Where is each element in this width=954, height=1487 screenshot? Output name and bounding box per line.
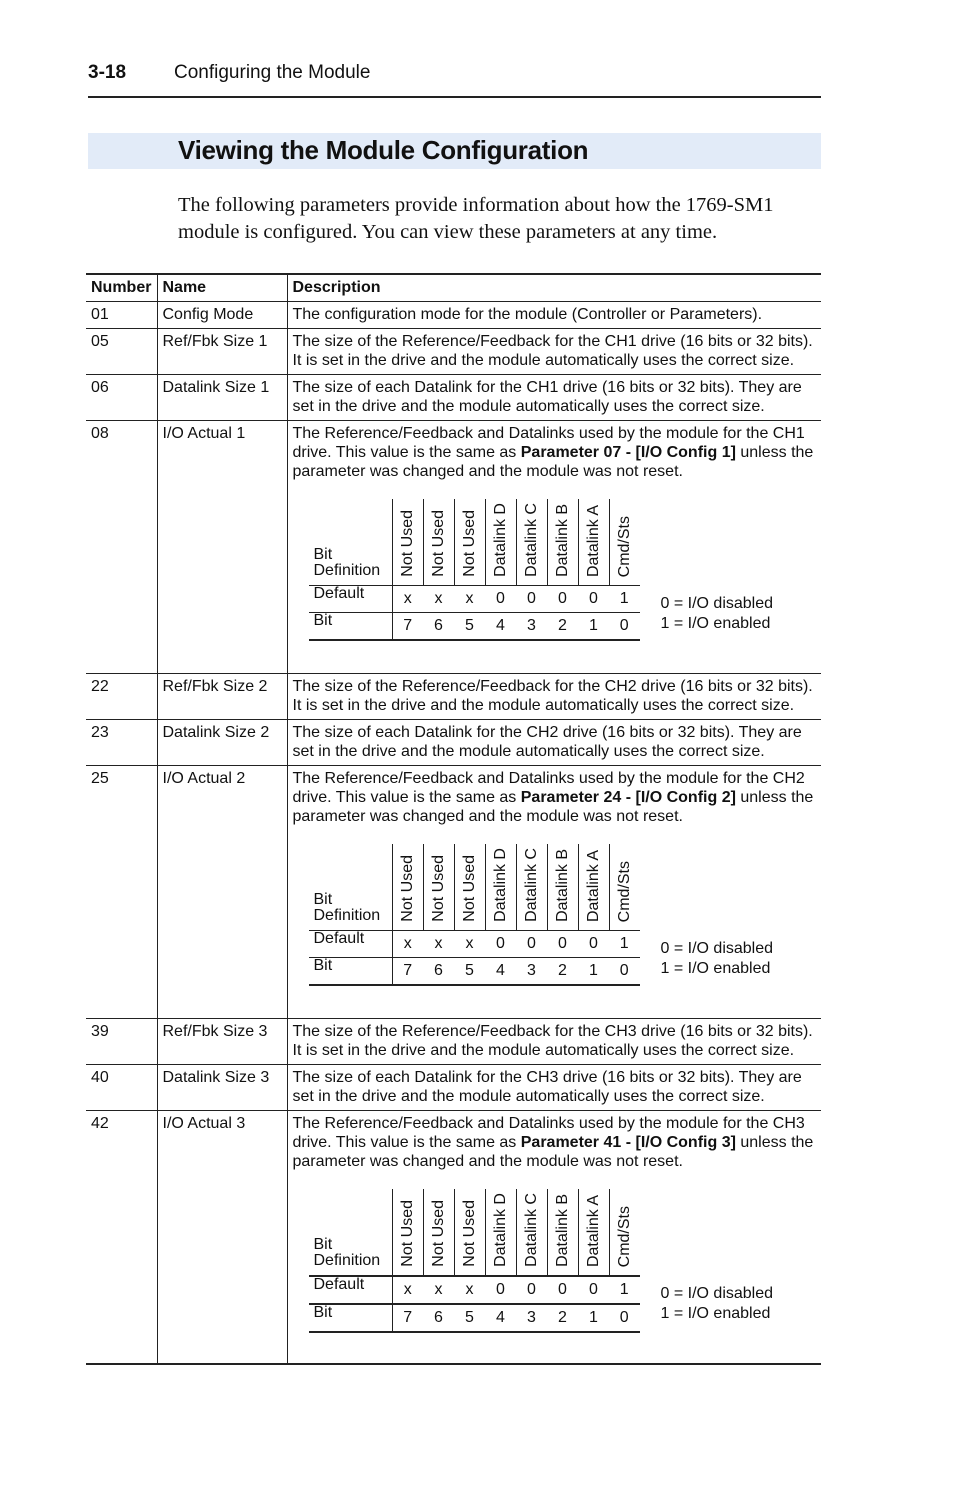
bit-default-value: 0 xyxy=(578,931,609,958)
bit-definition-text: Datalink D xyxy=(491,503,509,577)
bit-definition-text: Datalink C xyxy=(522,1193,540,1267)
bit-definition-text: Datalink B xyxy=(553,849,571,922)
parameter-number: 23 xyxy=(86,720,157,766)
bit-number: 4 xyxy=(485,958,516,986)
parameter-reference: Parameter 41 - [I/O Config 3] xyxy=(520,1134,736,1151)
default-label: Default xyxy=(309,931,393,958)
description-text: The Reference/Feedback and Datalinks used by the module for the CH1 drive. This value is the same as xyxy=(292,425,805,461)
description-text: The configuration mode for the module (Controller or Parameters). xyxy=(292,306,763,323)
bit-definition-label: Bit Definition xyxy=(313,891,381,924)
bit-number: 4 xyxy=(485,1304,516,1332)
bit-definition-text: Datalink D xyxy=(491,1193,509,1267)
parameter-number: 39 xyxy=(86,1019,157,1065)
parameter-name: Ref/Fbk Size 1 xyxy=(157,329,287,375)
description-text: unless the parameter was changed and the module was not reset. xyxy=(292,444,814,480)
bit-number-row xyxy=(309,958,640,986)
bit-definition-cell xyxy=(547,1189,578,1276)
bit-definition-cell xyxy=(454,1189,485,1276)
bit-definition-block xyxy=(293,1189,817,1359)
bit-definition-text: Datalink D xyxy=(491,848,509,922)
bit-label: Bit xyxy=(309,613,393,641)
bit-default-value: x xyxy=(454,1276,485,1304)
bit-definition-cell xyxy=(454,499,485,586)
parameter-number: 01 xyxy=(86,302,157,329)
bit-legend xyxy=(661,594,774,634)
bit-default-value: 0 xyxy=(516,931,547,958)
bit-definition-table xyxy=(309,844,640,986)
bit-number: 3 xyxy=(516,613,547,641)
bit-definition-text: Cmd/Sts xyxy=(615,860,633,922)
bit-number: 3 xyxy=(516,958,547,986)
bit-definition-row xyxy=(309,499,640,586)
legend-disabled: 0 = I/O disabled xyxy=(660,1285,774,1302)
table-row xyxy=(86,674,821,720)
table-row xyxy=(86,1065,821,1111)
parameter-name: I/O Actual 2 xyxy=(157,766,287,1019)
bit-definition-cell xyxy=(578,1189,609,1276)
bit-definition-table xyxy=(309,1189,640,1333)
section-title: Viewing the Module Configuration xyxy=(178,135,589,165)
bit-number-row xyxy=(309,613,640,641)
section-heading-bar xyxy=(88,133,821,169)
legend-enabled: 1 = I/O enabled xyxy=(660,615,771,632)
bit-number: 1 xyxy=(578,1304,609,1332)
bit-definition-text: Datalink A xyxy=(584,1194,602,1267)
bit-definition-label: Bit Definition xyxy=(309,1189,393,1276)
parameter-number: 40 xyxy=(86,1065,157,1111)
default-label: Default xyxy=(309,586,393,613)
parameter-number: 05 xyxy=(86,329,157,375)
bit-default-value: x xyxy=(392,931,423,958)
parameter-number: 08 xyxy=(86,421,157,674)
bit-definition-row xyxy=(309,844,640,931)
bit-number: 7 xyxy=(392,958,423,986)
bit-definition-cell xyxy=(423,844,454,931)
description-text: The Reference/Feedback and Datalinks used by the module for the CH2 drive. This value is the same as xyxy=(292,770,805,806)
bit-default-value: 1 xyxy=(609,1276,640,1304)
bit-default-value: x xyxy=(392,586,423,613)
parameter-name: Datalink Size 3 xyxy=(157,1065,287,1111)
bit-number: 2 xyxy=(547,1304,578,1332)
column-header-number: Number xyxy=(86,274,157,302)
bit-definition-text: Datalink C xyxy=(522,503,540,577)
bit-number: 5 xyxy=(454,613,485,641)
parameter-name: Ref/Fbk Size 3 xyxy=(157,1019,287,1065)
bit-definition-cell xyxy=(392,1189,423,1276)
table-row xyxy=(86,766,821,1019)
bit-number: 6 xyxy=(423,613,454,641)
parameter-number: 42 xyxy=(86,1111,157,1365)
parameter-number: 06 xyxy=(86,375,157,421)
parameter-description xyxy=(287,1019,821,1065)
bit-definition-text: Datalink A xyxy=(584,504,602,577)
legend-disabled: 0 = I/O disabled xyxy=(660,595,774,612)
parameter-table xyxy=(86,273,821,1365)
parameter-description xyxy=(287,329,821,375)
parameter-name: Ref/Fbk Size 2 xyxy=(157,674,287,720)
bit-definition-label: Bit Definition xyxy=(313,546,381,579)
parameter-name: Datalink Size 1 xyxy=(157,375,287,421)
bit-number: 5 xyxy=(454,1304,485,1332)
description-text: The size of each Datalink for the CH1 drive (16 bits or 32 bits). They are set in the drive and the module automatically uses the correct size. xyxy=(292,379,802,415)
bit-default-value: x xyxy=(423,931,454,958)
description-text: The size of each Datalink for the CH3 drive (16 bits or 32 bits). They are set in the drive and the module automatically uses the correct size. xyxy=(292,1069,802,1105)
bit-label: Bit xyxy=(309,958,393,986)
bit-default-row xyxy=(309,931,640,958)
default-label: Default xyxy=(309,1276,393,1304)
description-text: unless the parameter was changed and the module was not reset. xyxy=(292,789,814,825)
intro-paragraph: The following parameters provide information about how the 1769-SM1 module is configured. You can view these parameters at any time. xyxy=(178,194,774,243)
bit-definition-text: Datalink C xyxy=(522,848,540,922)
bit-default-value: x xyxy=(423,1276,454,1304)
bit-number: 6 xyxy=(423,1304,454,1332)
bit-definition-cell xyxy=(578,499,609,586)
bit-definition-text: Datalink A xyxy=(584,849,602,922)
parameter-name: Datalink Size 2 xyxy=(157,720,287,766)
bit-definition-cell xyxy=(578,844,609,931)
bit-definition-cell xyxy=(454,844,485,931)
bit-definition-cell xyxy=(609,844,640,931)
bit-definition-text: Not Used xyxy=(460,510,478,577)
parameter-number: 22 xyxy=(86,674,157,720)
description-text: unless the parameter was changed and the module was not reset. xyxy=(292,1134,814,1170)
bit-definition-text: Not Used xyxy=(460,1200,478,1267)
bit-definition-cell xyxy=(485,1189,516,1276)
bit-number: 0 xyxy=(609,1304,640,1332)
bit-default-value: 0 xyxy=(547,586,578,613)
table-row xyxy=(86,302,821,329)
bit-number: 1 xyxy=(578,613,609,641)
parameter-name: I/O Actual 3 xyxy=(157,1111,287,1365)
bit-default-value: x xyxy=(454,586,485,613)
bit-number: 0 xyxy=(609,613,640,641)
parameter-description xyxy=(287,375,821,421)
bit-default-value: 0 xyxy=(578,1276,609,1304)
column-header-description: Description xyxy=(287,274,821,302)
bit-default-value: x xyxy=(392,1276,423,1304)
bit-number: 2 xyxy=(547,613,578,641)
legend-disabled: 0 = I/O disabled xyxy=(660,940,774,957)
bit-definition-text: Datalink B xyxy=(553,504,571,577)
parameter-description xyxy=(287,674,821,720)
description-text: The size of each Datalink for the CH2 drive (16 bits or 32 bits). They are set in the drive and the module automatically uses the correct size. xyxy=(292,724,802,760)
bit-number-row xyxy=(309,1304,640,1332)
bit-definition-text: Not Used xyxy=(398,510,416,577)
bit-definition-cell xyxy=(609,1189,640,1276)
bit-number: 7 xyxy=(392,613,423,641)
parameter-description xyxy=(287,1065,821,1111)
bit-number: 7 xyxy=(392,1304,423,1332)
table-row xyxy=(86,1019,821,1065)
bit-definition-cell xyxy=(516,499,547,586)
bit-number: 4 xyxy=(485,613,516,641)
bit-default-value: 0 xyxy=(485,1276,516,1304)
bit-default-value: 0 xyxy=(516,586,547,613)
bit-number: 5 xyxy=(454,958,485,986)
bit-definition-block xyxy=(293,844,817,1014)
bit-default-value: x xyxy=(454,931,485,958)
bit-default-value: 0 xyxy=(547,931,578,958)
bit-definition-row xyxy=(309,1189,640,1276)
bit-default-value: 0 xyxy=(578,586,609,613)
parameter-name: I/O Actual 1 xyxy=(157,421,287,674)
table-row xyxy=(86,375,821,421)
parameter-description xyxy=(287,720,821,766)
bit-definition-text: Not Used xyxy=(460,855,478,922)
parameter-number: 25 xyxy=(86,766,157,1019)
bit-definition-cell xyxy=(392,844,423,931)
bit-definition-cell xyxy=(392,499,423,586)
parameter-description xyxy=(287,1111,821,1365)
bit-legend xyxy=(661,939,774,979)
bit-number: 0 xyxy=(609,958,640,986)
bit-default-row xyxy=(309,586,640,613)
page-header xyxy=(88,60,821,98)
bit-number: 1 xyxy=(578,958,609,986)
chapter-title: Configuring the Module xyxy=(174,62,371,83)
page-number: 3-18 xyxy=(88,62,127,83)
parameter-name: Config Mode xyxy=(157,302,287,329)
bit-number: 6 xyxy=(423,958,454,986)
bit-number: 2 xyxy=(547,958,578,986)
description-text: The Reference/Feedback and Datalinks used by the module for the CH3 drive. This value is the same as xyxy=(292,1115,805,1151)
parameter-reference: Parameter 24 - [I/O Config 2] xyxy=(520,789,736,806)
bit-legend xyxy=(661,1284,774,1324)
legend-enabled: 1 = I/O enabled xyxy=(660,960,771,977)
bit-label: Bit xyxy=(309,1304,393,1332)
bit-definition-text: Not Used xyxy=(429,855,447,922)
bit-default-value: 0 xyxy=(485,586,516,613)
table-header-row xyxy=(86,274,821,302)
parameter-description xyxy=(287,766,821,1019)
bit-default-value: x xyxy=(423,586,454,613)
bit-definition-text: Datalink B xyxy=(553,1194,571,1267)
parameter-description xyxy=(287,421,821,674)
bit-definition-text: Cmd/Sts xyxy=(615,1205,633,1267)
description-text: The size of the Reference/Feedback for the CH3 drive (16 bits or 32 bits). It is set in the drive and the module automatically uses the correct size. xyxy=(292,1023,813,1059)
bit-definition-cell xyxy=(547,499,578,586)
bit-definition-cell xyxy=(609,499,640,586)
bit-definition-cell xyxy=(547,844,578,931)
table-row xyxy=(86,329,821,375)
bit-default-value: 0 xyxy=(547,1276,578,1304)
bit-definition-block xyxy=(293,499,817,669)
bit-default-value: 1 xyxy=(609,586,640,613)
bit-definition-table xyxy=(309,499,640,641)
description-text: The size of the Reference/Feedback for the CH1 drive (16 bits or 32 bits). It is set in the drive and the module automatically uses the correct size. xyxy=(292,333,813,369)
table-row xyxy=(86,720,821,766)
table-row xyxy=(86,421,821,674)
bit-definition-cell xyxy=(485,499,516,586)
description-text: The size of the Reference/Feedback for the CH2 drive (16 bits or 32 bits). It is set in the drive and the module automatically uses the correct size. xyxy=(292,678,813,714)
bit-definition-cell xyxy=(516,1189,547,1276)
bit-default-value: 1 xyxy=(609,931,640,958)
parameter-description xyxy=(287,302,821,329)
column-header-name: Name xyxy=(157,274,287,302)
bit-default-value: 0 xyxy=(516,1276,547,1304)
bit-default-value: 0 xyxy=(485,931,516,958)
bit-definition-cell xyxy=(423,1189,454,1276)
table-row xyxy=(86,1111,821,1365)
bit-definition-cell xyxy=(423,499,454,586)
bit-definition-cell xyxy=(516,844,547,931)
bit-definition-text: Cmd/Sts xyxy=(615,515,633,577)
bit-definition-cell xyxy=(485,844,516,931)
bit-definition-text: Not Used xyxy=(429,1200,447,1267)
bit-definition-text: Not Used xyxy=(429,510,447,577)
legend-enabled: 1 = I/O enabled xyxy=(660,1305,771,1322)
parameter-reference: Parameter 07 - [I/O Config 1] xyxy=(520,444,736,461)
parameter-table-body xyxy=(86,302,821,1365)
bit-number: 3 xyxy=(516,1304,547,1332)
bit-definition-text: Not Used xyxy=(398,855,416,922)
bit-default-row xyxy=(309,1276,640,1304)
bit-definition-text: Not Used xyxy=(398,1200,416,1267)
